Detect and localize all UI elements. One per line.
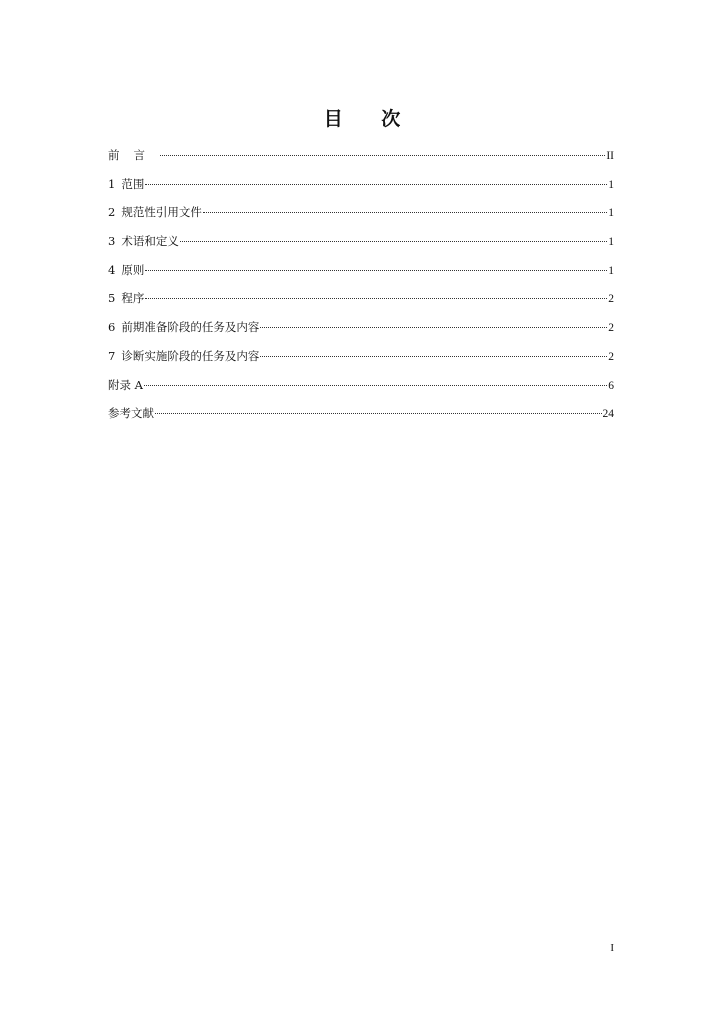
toc-entry-label <box>108 174 144 194</box>
toc-entry-number: 4 <box>108 262 116 277</box>
toc-entry-number: 3 <box>108 234 116 249</box>
toc-entry-label <box>108 346 259 366</box>
toc-leader-dots <box>160 143 605 156</box>
toc-entry-number: 6 <box>108 320 116 335</box>
toc-entry-number: 5 <box>108 291 116 306</box>
toc-entry-text: 规范性引用文件 <box>121 205 202 220</box>
toc-entry-principles[interactable] <box>108 260 614 289</box>
toc-entry-page: 24 <box>602 408 614 421</box>
toc-entry-page: 1 <box>608 207 614 220</box>
toc-entry-number: 7 <box>108 348 116 363</box>
toc-entry-preparation-phase[interactable] <box>108 317 614 346</box>
toc-entry-page: 2 <box>608 293 614 306</box>
toc-entry-text: 术语和定义 <box>121 234 179 249</box>
toc-entry-label: 前言 <box>108 148 159 162</box>
toc-leader-dots <box>260 344 607 357</box>
toc-title: 目 次 <box>323 108 417 130</box>
toc-entry-label <box>108 288 144 308</box>
toc-leader-dots <box>180 229 607 242</box>
toc-entry-bibliography[interactable] <box>108 403 614 432</box>
toc-entry-terms-definitions[interactable] <box>108 231 614 260</box>
toc-entry-preface[interactable] <box>108 145 614 174</box>
toc-entry-scope[interactable] <box>108 174 614 203</box>
toc-entry-diagnosis-phase[interactable] <box>108 346 614 375</box>
toc-entry-label: 参考文献 <box>108 406 154 421</box>
toc-entry-text: 原则 <box>121 262 145 277</box>
toc-entry-appendix-a[interactable] <box>108 375 614 404</box>
table-of-contents <box>108 145 614 432</box>
toc-entry-text: 前期准备阶段的任务及内容 <box>121 320 260 335</box>
toc-entry-label <box>108 231 179 251</box>
toc-entry-page: II <box>606 150 614 162</box>
toc-entry-procedure[interactable] <box>108 288 614 317</box>
toc-entry-normative-references[interactable] <box>108 202 614 231</box>
toc-entry-text: 诊断实施阶段的任务及内容 <box>121 348 260 363</box>
toc-leader-dots <box>155 401 602 414</box>
toc-entry-page: 1 <box>608 236 614 249</box>
toc-entry-label <box>108 202 202 222</box>
toc-entry-page: 1 <box>608 178 614 191</box>
toc-entry-text: 范围 <box>121 176 145 191</box>
toc-entry-page: 6 <box>608 379 614 392</box>
toc-leader-dots <box>203 200 607 213</box>
toc-leader-dots <box>145 258 607 271</box>
page-number: I <box>610 942 614 954</box>
toc-entry-page: 2 <box>608 350 614 363</box>
toc-entry-label <box>108 317 259 337</box>
toc-entry-number: 1 <box>108 176 116 191</box>
toc-entry-label: 附录 A <box>108 377 143 392</box>
toc-leader-dots <box>260 315 607 328</box>
toc-leader-dots <box>144 373 607 386</box>
toc-leader-dots <box>145 286 607 299</box>
toc-entry-page: 2 <box>608 322 614 335</box>
toc-entry-number: 2 <box>108 205 116 220</box>
toc-entry-text: 程序 <box>121 291 145 306</box>
toc-entry-page: 1 <box>608 264 614 277</box>
toc-entry-label <box>108 260 144 280</box>
toc-leader-dots <box>145 172 607 185</box>
